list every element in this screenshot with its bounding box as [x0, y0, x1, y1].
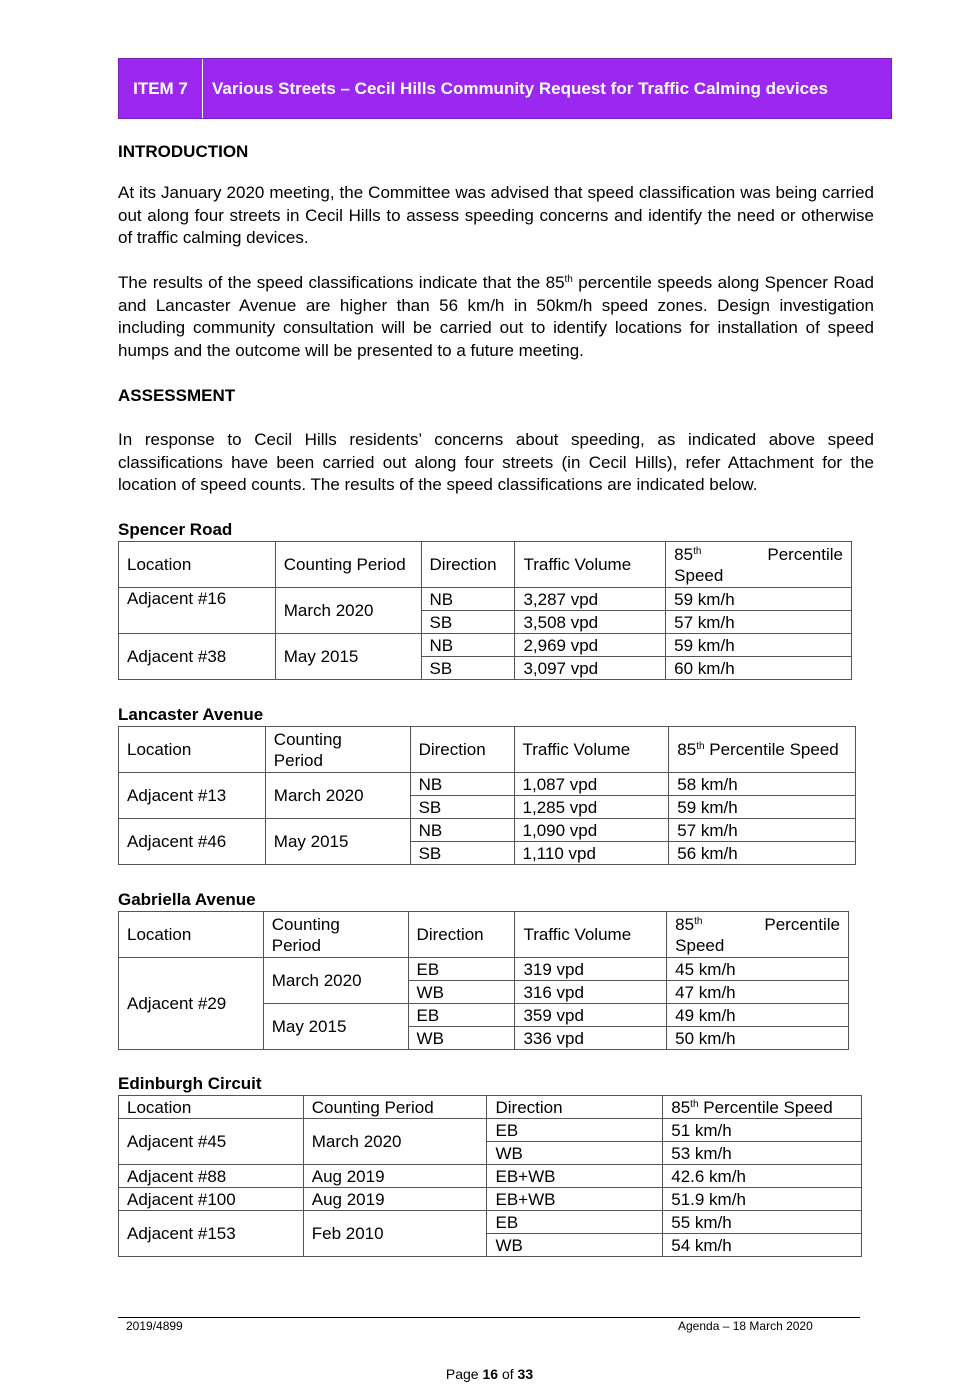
period-cell: May 2015 — [263, 1004, 408, 1050]
direction-cell: EB+WB — [487, 1188, 663, 1211]
table-row — [119, 588, 852, 611]
location-cell: Adjacent #13 — [119, 773, 266, 819]
period-cell: Aug 2019 — [303, 1165, 487, 1188]
introduction-heading: INTRODUCTION — [118, 142, 249, 161]
header-traffic-volume: Traffic Volume — [515, 542, 666, 588]
speed-cell: 56 km/h — [669, 842, 856, 865]
volume-cell: 316 vpd — [515, 981, 667, 1004]
header-85th-percentile-speed: 85th Percentile Speed — [669, 727, 856, 773]
header-85th-percentile-speed: 85th Percentile Speed — [663, 1096, 862, 1119]
period-cell: March 2020 — [275, 588, 421, 634]
table-row — [119, 634, 852, 657]
spencer-road-title: Spencer Road — [118, 520, 233, 539]
speed-cell: 45 km/h — [667, 958, 849, 981]
speed-cell: 59 km/h — [669, 796, 856, 819]
header-traffic-volume: Traffic Volume — [515, 912, 667, 958]
direction-cell: WB — [408, 981, 515, 1004]
direction-cell: SB — [421, 657, 515, 680]
location-cell: Adjacent #153 — [119, 1211, 304, 1257]
period-cell: May 2015 — [265, 819, 410, 865]
speed-cell: 59 km/h — [666, 634, 852, 657]
direction-cell: EB — [487, 1119, 663, 1142]
gabriella-avenue-table — [118, 911, 849, 1050]
direction-cell: WB — [487, 1142, 663, 1165]
item-title: Various Streets – Cecil Hills Community Request for Traffic Calming devices — [212, 78, 828, 98]
lancaster-avenue-table — [118, 726, 856, 865]
table-header-row — [119, 727, 856, 773]
direction-cell: SB — [410, 796, 514, 819]
gabriella-avenue-title: Gabriella Avenue — [118, 890, 256, 909]
location-cell: Adjacent #38 — [119, 634, 276, 680]
volume-cell: 3,287 vpd — [515, 588, 666, 611]
speed-cell: 58 km/h — [669, 773, 856, 796]
header-85th-percentile-speed: 85th Percentile Speed — [666, 542, 852, 588]
direction-cell: EB — [408, 1004, 515, 1027]
period-cell: March 2020 — [303, 1119, 487, 1165]
table-row — [119, 819, 856, 842]
location-cell: Adjacent #29 — [119, 958, 264, 1050]
edinburgh-circuit-title: Edinburgh Circuit — [118, 1074, 262, 1093]
location-cell: Adjacent #46 — [119, 819, 266, 865]
item-number: ITEM 7 — [119, 59, 203, 118]
page-number: Page 16 of 33 — [445, 1366, 534, 1382]
period-cell: Feb 2010 — [303, 1211, 487, 1257]
footer-reference: 2019/4899 — [126, 1319, 183, 1333]
direction-cell: EB — [487, 1211, 663, 1234]
volume-cell: 1,090 vpd — [514, 819, 669, 842]
lancaster-avenue-title: Lancaster Avenue — [118, 705, 264, 724]
volume-cell: 1,087 vpd — [514, 773, 669, 796]
assessment-heading: ASSESSMENT — [118, 386, 236, 405]
location-cell: Adjacent #16 — [119, 588, 276, 634]
speed-cell: 51 km/h — [663, 1119, 862, 1142]
table-header-row — [119, 912, 849, 958]
header-counting-period: Counting Period — [265, 727, 410, 773]
edinburgh-circuit-table — [118, 1095, 862, 1257]
header-location: Location — [119, 542, 276, 588]
header-location: Location — [119, 727, 266, 773]
location-cell: Adjacent #45 — [119, 1119, 304, 1165]
location-cell: Adjacent #88 — [119, 1165, 304, 1188]
direction-cell: EB+WB — [487, 1165, 663, 1188]
direction-cell: WB — [487, 1234, 663, 1257]
volume-cell: 319 vpd — [515, 958, 667, 981]
speed-cell: 47 km/h — [667, 981, 849, 1004]
table-row — [119, 1211, 862, 1234]
direction-cell: SB — [421, 611, 515, 634]
header-direction: Direction — [487, 1096, 663, 1119]
direction-cell: WB — [408, 1027, 515, 1050]
footer-agenda-date: Agenda – 18 March 2020 — [678, 1319, 813, 1333]
volume-cell: 1,110 vpd — [514, 842, 669, 865]
speed-cell: 54 km/h — [663, 1234, 862, 1257]
header-location: Location — [119, 912, 264, 958]
table-row — [119, 1119, 862, 1142]
speed-cell: 49 km/h — [667, 1004, 849, 1027]
speed-cell: 57 km/h — [666, 611, 852, 634]
direction-cell: NB — [410, 773, 514, 796]
speed-cell: 59 km/h — [666, 588, 852, 611]
period-cell: March 2020 — [263, 958, 408, 1004]
speed-cell: 60 km/h — [666, 657, 852, 680]
speed-cell: 51.9 km/h — [663, 1188, 862, 1211]
volume-cell: 1,285 vpd — [514, 796, 669, 819]
assessment-paragraph: In response to Cecil Hills residents’ concerns about speeding, as indicated above speed classifications have been carried out along four streets (in Cecil Hills), refer Attachment for the location of speed counts. The results of the speed classifications are indicated below. — [118, 430, 874, 494]
introduction-paragraph-2: The results of the speed classifications indicate that the 85th percentile speeds along Spencer Road and Lancaster Avenue are higher than 56 km/h in 50km/h speed zones. Design investigation including community consultation will be carried out to identify locations for installation of speed humps and the outcome will be presented to a future meeting. — [118, 273, 874, 360]
period-cell: Aug 2019 — [303, 1188, 487, 1211]
header-direction: Direction — [410, 727, 514, 773]
direction-cell: NB — [421, 588, 515, 611]
table-row — [119, 1188, 862, 1211]
period-cell: May 2015 — [275, 634, 421, 680]
speed-cell: 55 km/h — [663, 1211, 862, 1234]
direction-cell: EB — [408, 958, 515, 981]
spencer-road-table — [118, 541, 852, 680]
header-direction: Direction — [421, 542, 515, 588]
header-counting-period: Counting Period — [275, 542, 421, 588]
table-row — [119, 1165, 862, 1188]
period-cell: March 2020 — [265, 773, 410, 819]
speed-cell: 57 km/h — [669, 819, 856, 842]
table-header-row — [119, 542, 852, 588]
header-traffic-volume: Traffic Volume — [514, 727, 669, 773]
table-row — [119, 773, 856, 796]
table-header-row — [119, 1096, 862, 1119]
volume-cell: 3,097 vpd — [515, 657, 666, 680]
volume-cell: 336 vpd — [515, 1027, 667, 1050]
header-counting-period: Counting Period — [263, 912, 408, 958]
volume-cell: 2,969 vpd — [515, 634, 666, 657]
speed-cell: 42.6 km/h — [663, 1165, 862, 1188]
direction-cell: NB — [410, 819, 514, 842]
introduction-paragraph-1: At its January 2020 meeting, the Committee was advised that speed classification was being carried out along four streets in Cecil Hills to assess speeding concerns and identify the need or otherwise of traffic calming devices. — [118, 183, 874, 247]
speed-cell: 50 km/h — [667, 1027, 849, 1050]
speed-cell: 53 km/h — [663, 1142, 862, 1165]
table-row — [119, 958, 849, 981]
location-cell: Adjacent #100 — [119, 1188, 304, 1211]
volume-cell: 359 vpd — [515, 1004, 667, 1027]
header-85th-percentile-speed: 85th Percentile Speed — [667, 912, 849, 958]
item-banner — [118, 58, 892, 119]
direction-cell: NB — [421, 634, 515, 657]
direction-cell: SB — [410, 842, 514, 865]
volume-cell: 3,508 vpd — [515, 611, 666, 634]
header-location: Location — [119, 1096, 304, 1119]
header-direction: Direction — [408, 912, 515, 958]
footer-divider — [118, 1317, 860, 1318]
header-counting-period: Counting Period — [303, 1096, 487, 1119]
